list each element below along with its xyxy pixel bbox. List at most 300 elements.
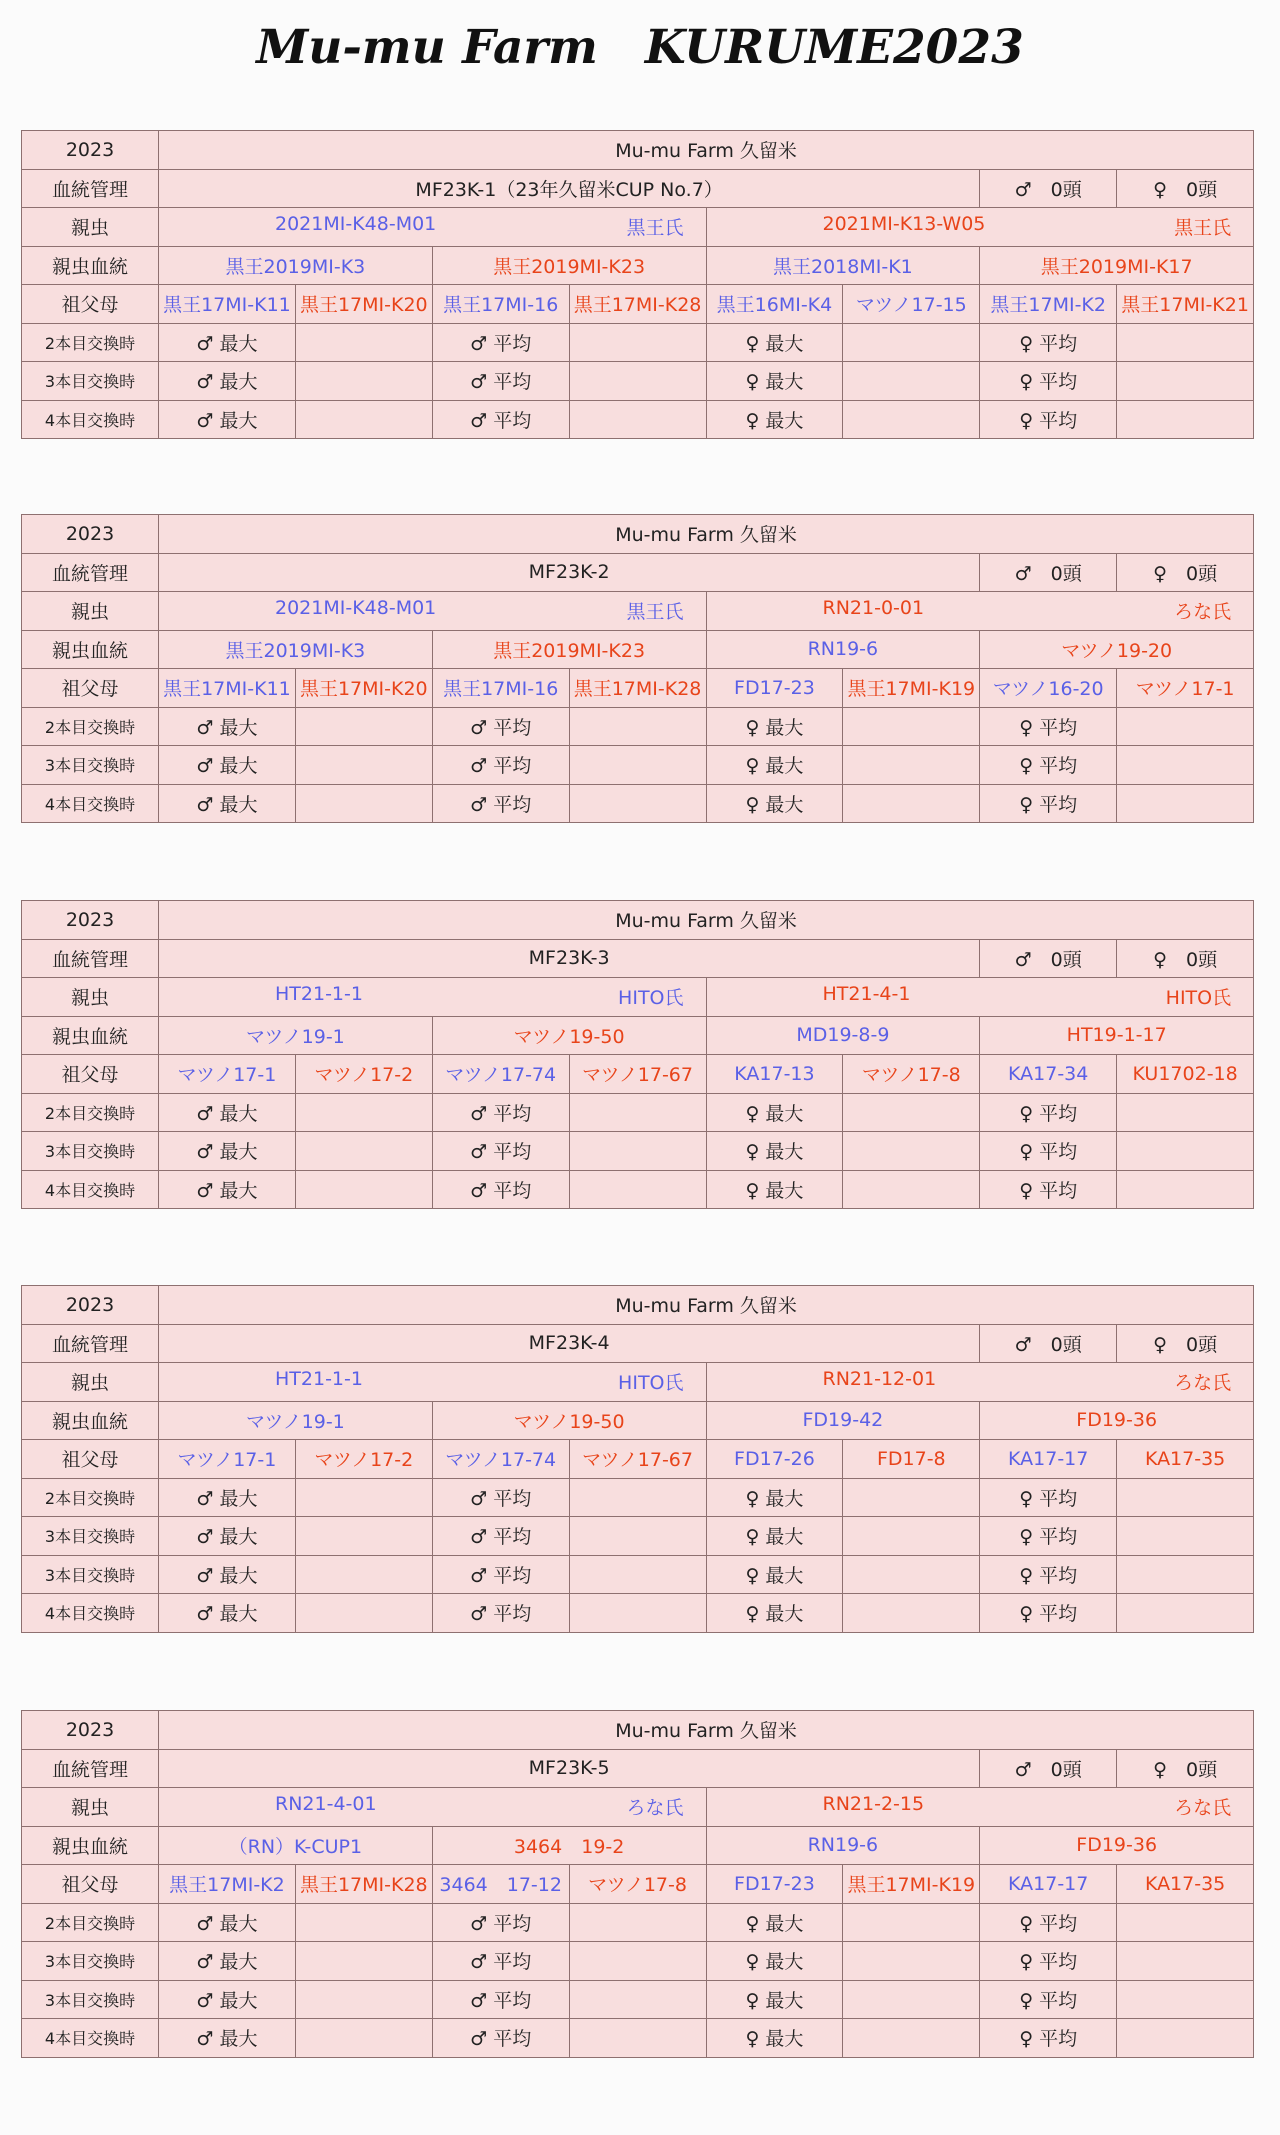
swap-cell: ♀ 平均: [980, 1170, 1117, 1209]
swap-cell: ♀ 最大: [706, 1594, 843, 1633]
parent-row: [22, 592, 1254, 631]
grandparent: マツノ17-74: [432, 1440, 569, 1479]
female-parent-id: HT21-4-1: [822, 983, 911, 1006]
swap-cell: ♀ 平均: [980, 746, 1117, 785]
female-count: ♀ 0頭: [1117, 1324, 1254, 1363]
swap-cell: [569, 1170, 706, 1209]
male-parent-owner: HITO氏: [618, 987, 684, 1010]
swap-label: 2本目交換時: [22, 707, 159, 746]
swap-cell: [295, 1478, 432, 1517]
swap-cell: [295, 784, 432, 823]
female-parent-owner: ろな氏: [1174, 1797, 1232, 1820]
parent-line: 3464 19-2: [432, 1826, 706, 1865]
swap-row: [22, 1555, 1254, 1594]
swap-cell: ♂ 平均: [432, 1980, 569, 2019]
male-parent-wrap: [159, 597, 706, 624]
row-label: 祖父母: [22, 1440, 159, 1479]
swap-cell: ♀ 最大: [706, 1942, 843, 1981]
swap-cell: [569, 323, 706, 362]
parent-line: FD19-42: [706, 1401, 980, 1440]
grandparent: 黒王17MI-K20: [295, 285, 432, 324]
female-parent: [706, 592, 1254, 631]
swap-cell: ♀ 最大: [706, 1093, 843, 1132]
parent-line: 黒王2019MI-K3: [159, 246, 433, 285]
swap-cell: ♀ 最大: [706, 2019, 843, 2058]
swap-label: 3本目交換時: [22, 1132, 159, 1171]
swap-cell: [1117, 1478, 1254, 1517]
grandparent: 黒王16MI-K4: [706, 285, 843, 324]
swap-cell: [1117, 746, 1254, 785]
female-parent: [706, 1788, 1254, 1827]
swap-cell: [1117, 707, 1254, 746]
parent-line: RN19-6: [706, 1826, 980, 1865]
swap-cell: ♀ 最大: [706, 1478, 843, 1517]
female-parent-wrap: [707, 1793, 1254, 1820]
male-count: ♂ 0頭: [980, 553, 1117, 592]
swap-cell: ♂ 平均: [432, 1517, 569, 1556]
male-parent-wrap: [159, 983, 706, 1010]
grandparent: マツノ17-8: [843, 1055, 980, 1094]
swap-cell: [1117, 1170, 1254, 1209]
lineage-row: [22, 169, 1254, 208]
grandparent: 黒王17MI-K20: [295, 669, 432, 708]
swap-cell: [569, 1478, 706, 1517]
row-label: 血統管理: [22, 553, 159, 592]
male-count: ♂ 0頭: [980, 1324, 1117, 1363]
swap-cell: ♀ 平均: [980, 1903, 1117, 1942]
row-label: 親虫血統: [22, 246, 159, 285]
swap-cell: [1117, 1555, 1254, 1594]
swap-row: [22, 1132, 1254, 1171]
swap-cell: ♀ 平均: [980, 1517, 1117, 1556]
swap-cell: ♀ 最大: [706, 1555, 843, 1594]
swap-cell: ♂ 平均: [432, 746, 569, 785]
year-cell: 2023: [22, 515, 159, 554]
swap-label: 4本目交換時: [22, 2019, 159, 2058]
farm-name: Mu-mu Farm 久留米: [159, 1711, 1254, 1750]
swap-cell: ♀ 最大: [706, 784, 843, 823]
female-parent-id: RN21-12-01: [822, 1368, 937, 1391]
swap-row: [22, 400, 1254, 439]
swap-cell: ♀ 最大: [706, 1170, 843, 1209]
grandparent: 黒王17MI-K28: [295, 1865, 432, 1904]
female-parent-owner: ろな氏: [1174, 601, 1232, 624]
male-parent-wrap: [159, 213, 706, 240]
swap-cell: ♂ 平均: [432, 2019, 569, 2058]
swap-cell: [843, 1093, 980, 1132]
grandparent: マツノ17-8: [569, 1865, 706, 1904]
swap-cell: ♂ 平均: [432, 1093, 569, 1132]
grandparent: FD17-26: [706, 1440, 843, 1479]
swap-cell: [1117, 1903, 1254, 1942]
swap-cell: [295, 1942, 432, 1981]
swap-label: 4本目交換時: [22, 1594, 159, 1633]
swap-cell: [569, 400, 706, 439]
year-cell: 2023: [22, 901, 159, 940]
row-label: 血統管理: [22, 939, 159, 978]
swap-label: 4本目交換時: [22, 784, 159, 823]
row-label: 親虫血統: [22, 1826, 159, 1865]
parent-line: （RN）K-CUP1: [159, 1826, 433, 1865]
male-parent-wrap: [159, 1368, 706, 1395]
swap-cell: ♂ 最大: [159, 1594, 296, 1633]
female-parent: [706, 978, 1254, 1017]
grandparent: マツノ17-2: [295, 1440, 432, 1479]
female-parent: [706, 208, 1254, 247]
year-cell: 2023: [22, 1286, 159, 1325]
swap-cell: ♂ 最大: [159, 2019, 296, 2058]
swap-cell: [569, 746, 706, 785]
swap-cell: ♀ 平均: [980, 1594, 1117, 1633]
parent-line-row: [22, 630, 1254, 669]
farm-name: Mu-mu Farm 久留米: [159, 1286, 1254, 1325]
swap-cell: [295, 1093, 432, 1132]
swap-row: [22, 1517, 1254, 1556]
swap-cell: ♀ 最大: [706, 707, 843, 746]
swap-label: 3本目交換時: [22, 1942, 159, 1981]
swap-cell: ♂ 最大: [159, 1517, 296, 1556]
male-parent: [159, 208, 707, 247]
parent-line: RN19-6: [706, 630, 980, 669]
swap-cell: ♂ 最大: [159, 1478, 296, 1517]
swap-row: [22, 1093, 1254, 1132]
grandparent: 黒王17MI-K21: [1117, 285, 1254, 324]
swap-cell: [295, 1132, 432, 1171]
lineage-row: [22, 1324, 1254, 1363]
row-label: 親虫血統: [22, 1016, 159, 1055]
male-parent-owner: 黒王氏: [626, 601, 684, 624]
swap-label: 4本目交換時: [22, 1170, 159, 1209]
swap-cell: ♀ 平均: [980, 323, 1117, 362]
swap-row: [22, 784, 1254, 823]
breeding-table: [21, 1285, 1254, 1633]
swap-cell: [843, 1478, 980, 1517]
parent-line-row: [22, 1401, 1254, 1440]
swap-cell: [1117, 1517, 1254, 1556]
parent-line: FD19-36: [980, 1401, 1254, 1440]
swap-cell: [843, 707, 980, 746]
swap-cell: [1117, 1980, 1254, 2019]
parent-line-row: [22, 246, 1254, 285]
grandparent: KU1702-18: [1117, 1055, 1254, 1094]
grandparent: FD17-23: [706, 669, 843, 708]
lineage-row: [22, 939, 1254, 978]
swap-cell: [843, 1594, 980, 1633]
swap-cell: [295, 1594, 432, 1633]
grandparent: マツノ17-1: [159, 1440, 296, 1479]
swap-cell: [295, 323, 432, 362]
swap-cell: ♂ 平均: [432, 1903, 569, 1942]
grandparent-row: [22, 669, 1254, 708]
swap-row: [22, 746, 1254, 785]
breeding-table: [21, 900, 1254, 1209]
swap-row: [22, 2019, 1254, 2058]
swap-cell: [569, 362, 706, 401]
male-parent: [159, 592, 707, 631]
parent-line: HT19-1-17: [980, 1016, 1254, 1055]
swap-cell: [843, 400, 980, 439]
swap-cell: ♂ 平均: [432, 707, 569, 746]
swap-cell: [843, 1517, 980, 1556]
parent-line: マツノ19-1: [159, 1401, 433, 1440]
parent-line: マツノ19-20: [980, 630, 1254, 669]
swap-cell: [1117, 400, 1254, 439]
row-label: 血統管理: [22, 1324, 159, 1363]
swap-cell: [1117, 323, 1254, 362]
swap-row: [22, 1942, 1254, 1981]
parent-line: マツノ19-1: [159, 1016, 433, 1055]
row-label: 親虫: [22, 978, 159, 1017]
swap-cell: ♀ 最大: [706, 323, 843, 362]
swap-label: 2本目交換時: [22, 1093, 159, 1132]
lineage-id: MF23K-4: [159, 1324, 980, 1363]
parent-line: マツノ19-50: [432, 1401, 706, 1440]
swap-cell: ♂ 平均: [432, 1942, 569, 1981]
swap-cell: [569, 784, 706, 823]
swap-cell: [843, 746, 980, 785]
grandparent: FD17-8: [843, 1440, 980, 1479]
male-count: ♂ 0頭: [980, 939, 1117, 978]
swap-label: 2本目交換時: [22, 1478, 159, 1517]
swap-cell: ♀ 平均: [980, 362, 1117, 401]
swap-cell: [843, 1132, 980, 1171]
page-title: Mu-mu Farm KURUME2023: [256, 20, 1024, 75]
female-parent-owner: ろな氏: [1174, 1372, 1232, 1395]
swap-cell: ♀ 最大: [706, 1517, 843, 1556]
swap-cell: ♂ 最大: [159, 1980, 296, 2019]
grandparent: マツノ17-67: [569, 1055, 706, 1094]
female-parent: [706, 1363, 1254, 1402]
grandparent: 3464 17-12: [432, 1865, 569, 1904]
swap-cell: ♀ 最大: [706, 362, 843, 401]
swap-cell: [569, 1942, 706, 1981]
swap-cell: [843, 323, 980, 362]
breeding-table: [21, 130, 1254, 439]
farm-name: Mu-mu Farm 久留米: [159, 901, 1254, 940]
swap-label: 2本目交換時: [22, 323, 159, 362]
parent-line: MD19-8-9: [706, 1016, 980, 1055]
parent-line: 黒王2019MI-K17: [980, 246, 1254, 285]
lineage-row: [22, 553, 1254, 592]
swap-cell: ♀ 最大: [706, 1903, 843, 1942]
lineage-id: MF23K-3: [159, 939, 980, 978]
swap-cell: ♀ 最大: [706, 746, 843, 785]
swap-cell: [295, 707, 432, 746]
swap-cell: ♂ 平均: [432, 400, 569, 439]
header-row: [22, 1711, 1254, 1750]
parent-line-row: [22, 1826, 1254, 1865]
swap-cell: ♂ 最大: [159, 1555, 296, 1594]
parent-row: [22, 208, 1254, 247]
parent-line: 黒王2019MI-K23: [432, 630, 706, 669]
grandparent: マツノ17-74: [432, 1055, 569, 1094]
swap-cell: ♀ 平均: [980, 1093, 1117, 1132]
swap-cell: ♀ 平均: [980, 1132, 1117, 1171]
year-cell: 2023: [22, 1711, 159, 1750]
swap-label: 3本目交換時: [22, 1555, 159, 1594]
header-row: [22, 515, 1254, 554]
swap-cell: [843, 1555, 980, 1594]
grandparent: 黒王17MI-16: [432, 669, 569, 708]
male-parent-id: HT21-1-1: [275, 1368, 363, 1391]
swap-row: [22, 1594, 1254, 1633]
male-parent: [159, 1363, 707, 1402]
row-label: 血統管理: [22, 1749, 159, 1788]
grandparent: 黒王17MI-K2: [980, 285, 1117, 324]
swap-row: [22, 1478, 1254, 1517]
swap-cell: ♀ 平均: [980, 784, 1117, 823]
swap-cell: [1117, 784, 1254, 823]
swap-label: 3本目交換時: [22, 1517, 159, 1556]
swap-cell: [1117, 1594, 1254, 1633]
swap-cell: ♂ 最大: [159, 1942, 296, 1981]
row-label: 祖父母: [22, 285, 159, 324]
swap-cell: [295, 746, 432, 785]
swap-label: 3本目交換時: [22, 1980, 159, 2019]
swap-cell: [1117, 362, 1254, 401]
swap-row: [22, 362, 1254, 401]
swap-cell: ♀ 最大: [706, 1132, 843, 1171]
grandparent: 黒王17MI-K28: [569, 669, 706, 708]
swap-cell: [569, 1132, 706, 1171]
row-label: 親虫: [22, 1363, 159, 1402]
swap-cell: [843, 1980, 980, 2019]
swap-cell: [843, 784, 980, 823]
grandparent: 黒王17MI-K19: [843, 669, 980, 708]
parent-line: 黒王2019MI-K23: [432, 246, 706, 285]
male-parent: [159, 978, 707, 1017]
swap-cell: ♀ 平均: [980, 1980, 1117, 2019]
grandparent: FD17-23: [706, 1865, 843, 1904]
swap-row: [22, 1903, 1254, 1942]
swap-cell: [569, 1594, 706, 1633]
swap-cell: [843, 2019, 980, 2058]
male-count: ♂ 0頭: [980, 1749, 1117, 1788]
swap-cell: [1117, 2019, 1254, 2058]
parent-line: マツノ19-50: [432, 1016, 706, 1055]
swap-label: 2本目交換時: [22, 1903, 159, 1942]
swap-cell: [1117, 1093, 1254, 1132]
swap-cell: ♂ 最大: [159, 784, 296, 823]
grandparent: 黒王17MI-K11: [159, 285, 296, 324]
swap-cell: [1117, 1942, 1254, 1981]
parent-line: 黒王2019MI-K3: [159, 630, 433, 669]
grandparent: KA17-13: [706, 1055, 843, 1094]
swap-cell: ♀ 最大: [706, 400, 843, 439]
swap-cell: ♂ 最大: [159, 400, 296, 439]
swap-cell: [295, 362, 432, 401]
male-parent-wrap: [159, 1793, 706, 1820]
swap-cell: ♀ 平均: [980, 1478, 1117, 1517]
swap-cell: ♂ 最大: [159, 1093, 296, 1132]
female-parent-owner: HITO氏: [1165, 987, 1232, 1010]
lineage-id: MF23K-2: [159, 553, 980, 592]
swap-cell: ♂ 平均: [432, 1478, 569, 1517]
swap-label: 4本目交換時: [22, 400, 159, 439]
male-parent-owner: ろな氏: [626, 1797, 684, 1820]
swap-cell: [843, 1942, 980, 1981]
female-parent-owner: 黒王氏: [1174, 217, 1232, 240]
female-count: ♀ 0頭: [1117, 553, 1254, 592]
male-parent: [159, 1788, 707, 1827]
grandparent: KA17-17: [980, 1440, 1117, 1479]
swap-cell: ♀ 平均: [980, 2019, 1117, 2058]
grandparent: KA17-34: [980, 1055, 1117, 1094]
farm-name: Mu-mu Farm 久留米: [159, 131, 1254, 170]
breeding-table: [21, 514, 1254, 823]
grandparent: マツノ17-67: [569, 1440, 706, 1479]
swap-cell: [569, 1517, 706, 1556]
female-parent-wrap: [707, 597, 1254, 624]
swap-cell: ♂ 最大: [159, 707, 296, 746]
grandparent: 黒王17MI-K28: [569, 285, 706, 324]
swap-cell: [295, 1980, 432, 2019]
swap-cell: ♀ 平均: [980, 1555, 1117, 1594]
swap-cell: ♂ 平均: [432, 323, 569, 362]
swap-cell: ♂ 最大: [159, 1170, 296, 1209]
grandparent: 黒王17MI-K19: [843, 1865, 980, 1904]
header-row: [22, 131, 1254, 170]
grandparent: 黒王17MI-K11: [159, 669, 296, 708]
lineage-id: MF23K-5: [159, 1749, 980, 1788]
grandparent: 黒王17MI-K2: [159, 1865, 296, 1904]
swap-cell: ♂ 平均: [432, 1555, 569, 1594]
swap-cell: ♂ 平均: [432, 784, 569, 823]
swap-cell: ♂ 平均: [432, 362, 569, 401]
grandparent-row: [22, 1055, 1254, 1094]
row-label: 親虫: [22, 592, 159, 631]
female-count: ♀ 0頭: [1117, 939, 1254, 978]
row-label: 血統管理: [22, 169, 159, 208]
male-parent-owner: 黒王氏: [626, 217, 684, 240]
swap-cell: [295, 1517, 432, 1556]
row-label: 祖父母: [22, 669, 159, 708]
male-count: ♂ 0頭: [980, 169, 1117, 208]
year-cell: 2023: [22, 131, 159, 170]
grandparent-row: [22, 1440, 1254, 1479]
male-parent-id: HT21-1-1: [275, 983, 363, 1006]
male-parent-owner: HITO氏: [618, 1372, 684, 1395]
grandparent-row: [22, 285, 1254, 324]
swap-cell: [295, 1555, 432, 1594]
female-count: ♀ 0頭: [1117, 169, 1254, 208]
female-parent-id: RN21-2-15: [822, 1793, 925, 1816]
swap-label: 3本目交換時: [22, 746, 159, 785]
swap-label: 3本目交換時: [22, 362, 159, 401]
row-label: 親虫血統: [22, 630, 159, 669]
female-parent-wrap: [707, 1368, 1254, 1395]
swap-cell: [569, 2019, 706, 2058]
lineage-id: MF23K-1（23年久留米CUP No.7）: [159, 169, 980, 208]
female-parent-id: 2021MI-K13-W05: [822, 213, 986, 236]
row-label: 祖父母: [22, 1055, 159, 1094]
swap-cell: ♂ 平均: [432, 1170, 569, 1209]
swap-row: [22, 1170, 1254, 1209]
female-count: ♀ 0頭: [1117, 1749, 1254, 1788]
row-label: 親虫: [22, 1788, 159, 1827]
grandparent: KA17-17: [980, 1865, 1117, 1904]
swap-cell: ♀ 平均: [980, 707, 1117, 746]
swap-row: [22, 1980, 1254, 2019]
header-row: [22, 901, 1254, 940]
row-label: 親虫血統: [22, 1401, 159, 1440]
parent-line: FD19-36: [980, 1826, 1254, 1865]
grandparent-row: [22, 1865, 1254, 1904]
breeding-table: [21, 1710, 1254, 2058]
swap-cell: ♀ 最大: [706, 1980, 843, 2019]
swap-cell: [843, 362, 980, 401]
swap-cell: ♂ 最大: [159, 362, 296, 401]
